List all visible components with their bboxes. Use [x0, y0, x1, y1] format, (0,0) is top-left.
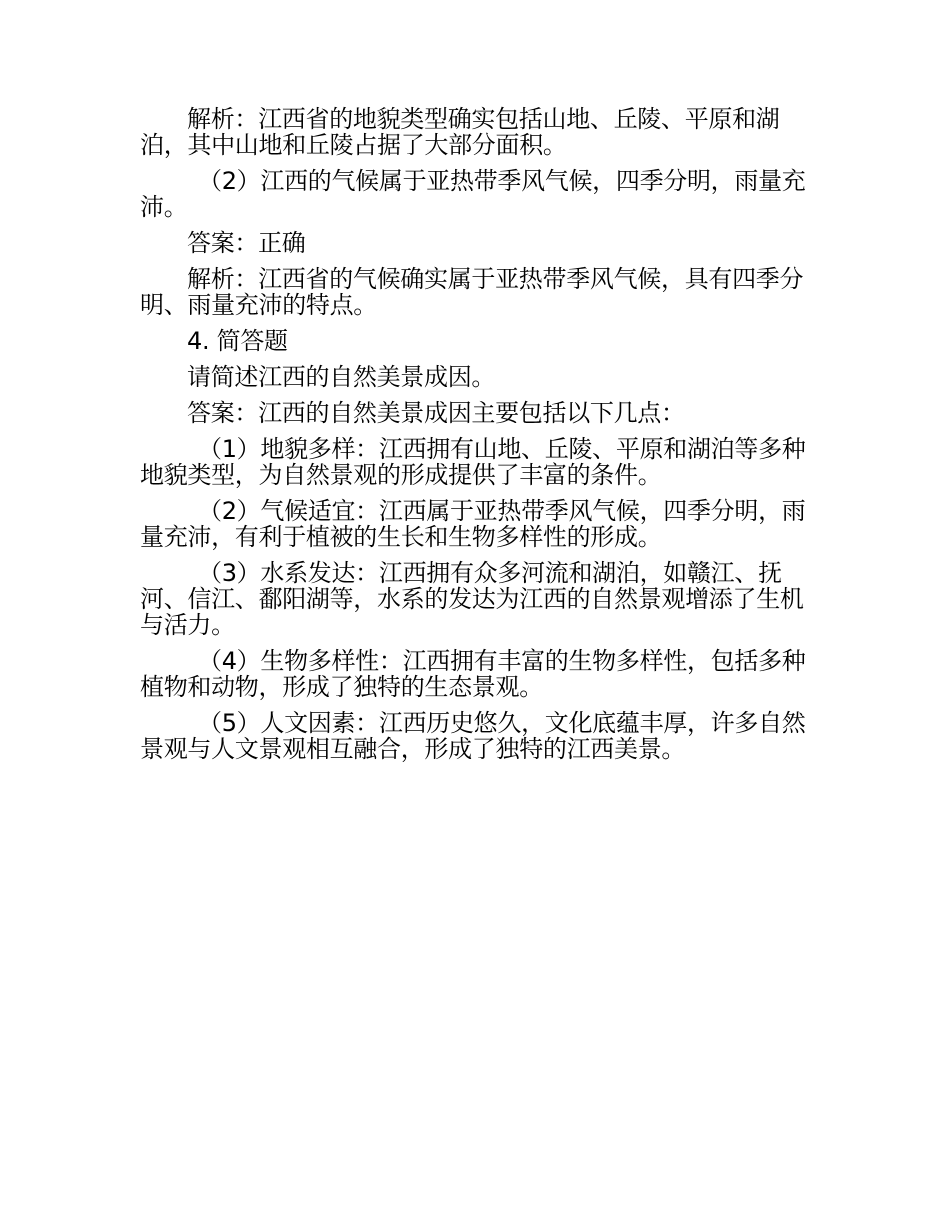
point-4-paragraph: （4）生物多样性：江西拥有丰富的生物多样性，包括多种植物和动物，形成了独特的生态景观。: [140, 647, 806, 701]
short-question-paragraph: 请简述江西的自然美景成因。: [187, 363, 496, 391]
point-5-paragraph: （5）人文因素：江西历史悠久，文化底蕴丰厚，许多自然景观与人文景观相互融合，形成了独特的江西美景。: [140, 709, 806, 763]
point-3-paragraph: （3）水系发达：江西拥有众多河流和湖泊，如赣江、抚河、信江、鄱阳湖等，水系的发达为江西的自然景观增添了生机与活力。: [140, 559, 804, 639]
point-1-paragraph: （1）地貌多样：江西拥有山地、丘陵、平原和湖泊等多种地貌类型，为自然景观的形成提供了丰富的条件。: [140, 435, 806, 489]
analysis-terrain-paragraph: 解析：江西省的地貌类型确实包括山地、丘陵、平原和湖泊，其中山地和丘陵占据了大部分面积。: [140, 105, 780, 159]
answer-correct-paragraph: 答案：正确: [187, 229, 306, 257]
answer-intro-paragraph: 答案：江西的自然美景成因主要包括以下几点：: [187, 399, 685, 427]
analysis-climate-paragraph: 解析：江西省的气候确实属于亚热带季风气候，具有四季分明、雨量充沛的特点。: [140, 265, 804, 319]
question-2-paragraph: （2）江西的气候属于亚热带季风气候，四季分明，雨量充沛。: [140, 167, 806, 221]
document-body: [140, 106, 810, 772]
section-4-heading: 4. 简答题: [187, 327, 288, 355]
point-2-paragraph: （2）气候适宜：江西属于亚热带季风气候，四季分明，雨量充沛，有利于植被的生长和生物多样性的形成。: [140, 497, 806, 551]
